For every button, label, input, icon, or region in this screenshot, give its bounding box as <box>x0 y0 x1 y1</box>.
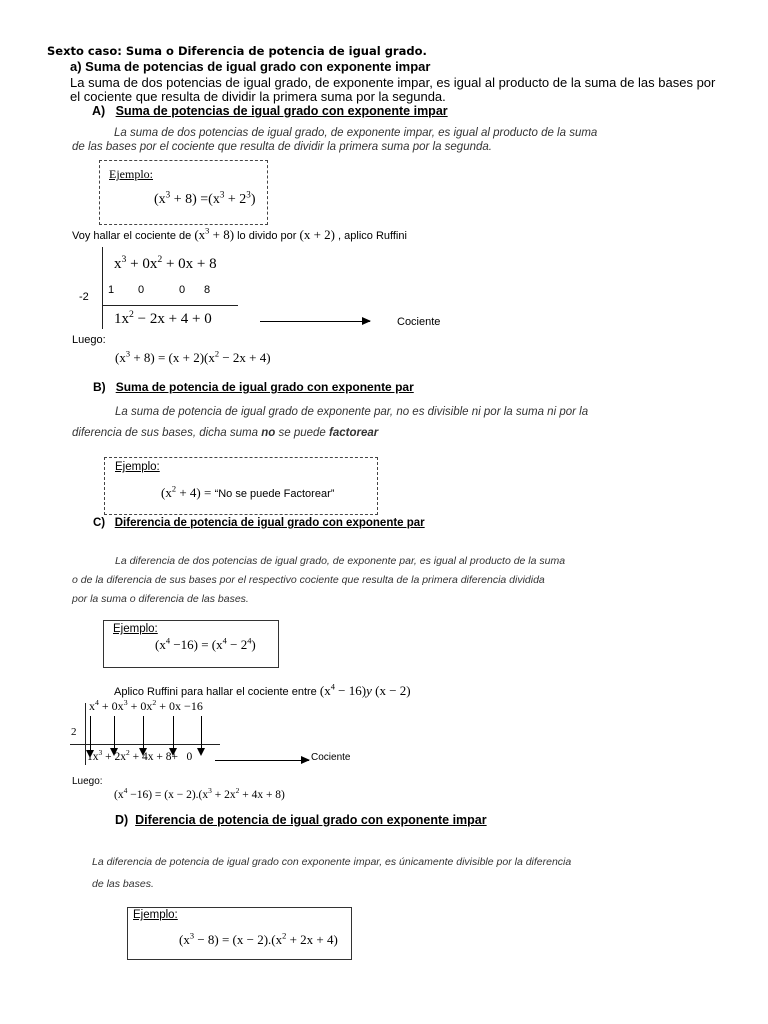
section-c-title: Diferencia de potencia de igual grado con exponente par <box>114 517 425 529</box>
example-formula-a: $(x^3 + 8) =(x^3 + 2^3)$ <box>154 189 256 207</box>
ruffini-result-c: $1x^3 + 2x^2 + 4x + 8+ 0$ <box>87 748 193 763</box>
section-b-text-2-pre: diferencia de sus bases, dicha suma <box>72 427 262 439</box>
section-d-label: D) <box>115 813 129 827</box>
ruffini-row-value: 0 <box>138 284 145 296</box>
luego-label-c: Luego: <box>72 776 103 787</box>
section-a-text-2: de las bases por el cociente que resulta de dividir la primera suma por la segunda. <box>72 141 492 153</box>
section-b-text-2 <box>72 427 378 439</box>
ruffini-horizontal-line <box>102 305 238 306</box>
example-box-d <box>127 907 352 960</box>
ruffini-horizontal-line <box>70 744 220 745</box>
ruffini-row-value: 0 <box>179 284 186 296</box>
arrow-down-icon <box>90 716 91 756</box>
section-c-text-3: por la suma o diferencia de las bases. <box>72 593 249 605</box>
arrow-down-icon <box>143 716 144 754</box>
arrow-right-icon <box>215 760 309 761</box>
cociente-label-a: Cociente <box>397 316 441 328</box>
section-b-title: Suma de potencia de igual grado con exponente par <box>115 380 414 394</box>
example-box-c <box>103 620 279 668</box>
example-formula-d: $(x^3 - 8) = (x - 2).(x^2 + 2x + 4)$ <box>179 930 338 947</box>
final-formula-c: $(x^4 -16) = (x - 2).(x^3 + 2x^2 + 4x + 8)$ <box>114 786 285 801</box>
example-label: Ejemplo: <box>115 461 160 473</box>
arrow-right-icon <box>260 321 370 322</box>
section-a-heading <box>92 104 448 118</box>
section-a-label: A) <box>92 104 106 118</box>
ruffini-poly-a: $x^3 + 0x^2 + 0x + 8$ <box>114 254 217 272</box>
ruffini-poly-c: $x^4 + 0x^3 + 0x^2 + 0x -16$ <box>89 698 203 713</box>
section-c-heading <box>93 517 425 529</box>
section-d-title: Diferencia de potencia de igual grado con exponente impar <box>135 813 487 827</box>
example-formula-c: $(x^4 -16) = (x^4 - 2^4)$ <box>155 635 256 652</box>
example-box-a <box>99 160 268 225</box>
section-c-text-1: La diferencia de dos potencias de igual grado, de exponente par, es igual al producto de la suma <box>115 555 566 567</box>
ruffini-intro-a: Voy hallar el cociente de $(x^3 + 8)$ lo divido por (x + 2) , aplico Ruffini <box>72 225 407 242</box>
arrow-down-icon <box>114 716 115 754</box>
example-label: Ejemplo: <box>113 623 158 635</box>
section-b-no: no <box>261 427 276 439</box>
section-b-label: B) <box>93 380 106 394</box>
section-c-text-2: o de la diferencia de sus bases por el respectivo cociente que resulta de la primera diferencia dividida <box>72 574 545 586</box>
section-d-heading <box>115 813 487 827</box>
ruffini-row-value: 1 <box>108 284 115 296</box>
ruffini-divisor-a: -2 <box>79 291 89 303</box>
ruffini-result-a: $1x^2 - 2x + 4 + 0$ <box>114 309 212 327</box>
arrow-down-icon <box>201 716 202 754</box>
section-c-label: C) <box>93 517 106 529</box>
subtitle-a: a) Suma de potencias de igual grado con exponente impar <box>70 59 431 74</box>
section-d-text-1: La diferencia de potencia de igual grado con exponente impar, es únicamente divisible por la diferencia <box>92 856 572 868</box>
example-formula-b: $(x^2 + 4)$ = “No se puede Factorear” <box>161 483 335 500</box>
section-b-heading <box>93 380 414 394</box>
final-formula-a: $(x^3 + 8) = (x + 2)(x^2 - 2x + 4)$ <box>115 348 271 365</box>
arrow-down-icon <box>173 716 174 754</box>
ruffini-vertical-line <box>102 247 103 329</box>
page-title: Sexto caso: Suma o Diferencia de potencia de igual grado. <box>47 44 427 58</box>
example-box-b <box>104 457 378 515</box>
example-label: Ejemplo: <box>109 167 153 181</box>
section-b-text-1: La suma de potencia de igual grado de exponente par, no es divisible ni por la suma ni por la <box>115 406 589 418</box>
intro-line-1: La suma de dos potencias de igual grado, de exponente impar, es igual al producto de la suma de las bases por <box>70 75 716 90</box>
ruffini-intro-c: Aplico Ruffini para hallar el cociente entre $(x^4 - 16)y$ (x − 2) <box>114 681 411 698</box>
ruffini-divisor-c: 2 <box>71 726 77 738</box>
section-d-text-2: de las bases. <box>92 878 154 890</box>
section-a-title: Suma de potencias de igual grado con exponente impar <box>115 104 448 118</box>
section-b-text-2-mid: se puede <box>275 427 329 439</box>
example-label: Ejemplo: <box>133 909 178 921</box>
ruffini-row-value: 8 <box>204 284 211 296</box>
luego-label-a: Luego: <box>72 334 106 346</box>
section-a-text-1: La suma de dos potencias de igual grado, de exponente impar, es igual al producto de la suma <box>114 127 598 139</box>
intro-line-2: el cociente que resulta de dividir la primera suma por la segunda. <box>70 89 446 104</box>
section-b-factorear: factorear <box>329 427 379 439</box>
cociente-label-c: Cociente <box>311 752 351 763</box>
